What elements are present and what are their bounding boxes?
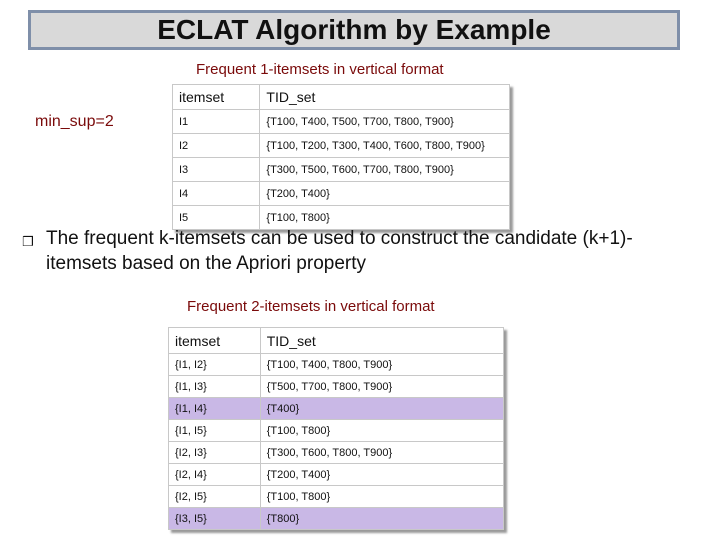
itemset-cell: I2 <box>173 134 260 158</box>
itemset-cell: {I3, I5} <box>169 508 261 530</box>
bullet-text: The frequent k-itemsets can be used to construct the candidate (k+1)-itemsets based on the Apriori property <box>46 228 633 274</box>
itemset-cell: I5 <box>173 206 260 230</box>
tid-set-cell: {T100, T400, T500, T700, T800, T900} <box>260 110 510 134</box>
table-row <box>169 420 504 442</box>
tid-set-cell: {T500, T700, T800, T900} <box>260 376 503 398</box>
tid-set-cell: {T100, T400, T800, T900} <box>260 354 503 376</box>
header-tid-set: TID_set <box>260 85 510 110</box>
itemset-cell: {I1, I2} <box>169 354 261 376</box>
frequent-2-itemsets-table <box>168 327 504 530</box>
table2-caption: Frequent 2-itemsets in vertical format <box>187 298 435 315</box>
tid-set-cell: {T200, T400} <box>260 182 510 206</box>
header-itemset: itemset <box>173 85 260 110</box>
itemset-cell: {I1, I5} <box>169 420 261 442</box>
header-itemset: itemset <box>169 328 261 354</box>
itemset-cell: {I2, I3} <box>169 442 261 464</box>
table-row <box>169 354 504 376</box>
slide-title: ECLAT Algorithm by Example <box>28 10 680 50</box>
table1-caption: Frequent 1-itemsets in vertical format <box>196 61 444 78</box>
table-row <box>173 182 510 206</box>
itemset-cell: {I2, I5} <box>169 486 261 508</box>
table-row <box>173 158 510 182</box>
tid-set-cell: {T300, T500, T600, T700, T800, T900} <box>260 158 510 182</box>
itemset-cell: I4 <box>173 182 260 206</box>
table-row <box>169 398 504 420</box>
frequent-1-itemsets-table <box>172 84 510 230</box>
tid-set-cell: {T300, T600, T800, T900} <box>260 442 503 464</box>
tid-set-cell: {T100, T800} <box>260 420 503 442</box>
itemset-cell: I3 <box>173 158 260 182</box>
itemset-cell: {I1, I4} <box>169 398 261 420</box>
table-header-row <box>173 85 510 110</box>
table-row <box>169 464 504 486</box>
tid-set-cell: {T100, T800} <box>260 486 503 508</box>
tid-set-cell: {T800} <box>260 508 503 530</box>
bullet-icon: ❒ <box>22 234 34 249</box>
itemset-cell: I1 <box>173 110 260 134</box>
tid-set-cell: {T100, T200, T300, T400, T600, T800, T900} <box>260 134 510 158</box>
table-row <box>169 508 504 530</box>
table-row <box>169 376 504 398</box>
header-tid-set: TID_set <box>260 328 503 354</box>
table-row <box>169 442 504 464</box>
itemset-cell: {I1, I3} <box>169 376 261 398</box>
table-header-row <box>169 328 504 354</box>
table-row <box>173 110 510 134</box>
tid-set-cell: {T400} <box>260 398 503 420</box>
itemset-cell: {I2, I4} <box>169 464 261 486</box>
tid-set-cell: {T200, T400} <box>260 464 503 486</box>
table-row <box>169 486 504 508</box>
tid-set-cell: {T100, T800} <box>260 206 510 230</box>
table-row <box>173 134 510 158</box>
min-support-label: min_sup=2 <box>35 113 114 130</box>
